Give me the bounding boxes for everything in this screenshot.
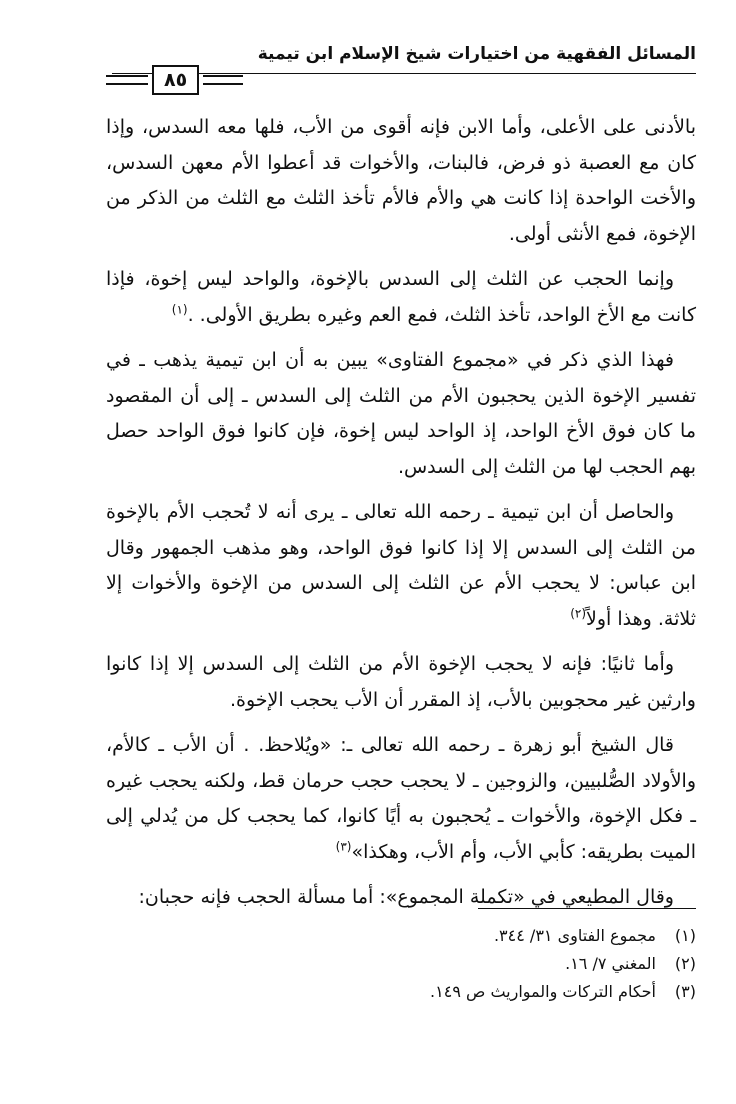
footnote-number: (٣) — [674, 982, 696, 1001]
paragraph: وإنما الحجب عن الثلث إلى السدس بالإخوة، والواحد ليس إخوة، فإذا كانت مع الأخ الواحد، تأخذ الثلث، فمع العم وغيره بطريق الأولى. .$^{(١)}$ — [106, 268, 696, 326]
header-title: المسائل الفقهية من اختيارات شيخ الإسلام ابن تيمية — [257, 44, 696, 64]
footnote-ref[interactable]: (٣) — [335, 839, 352, 854]
paragraph: بالأدنى على الأعلى، وأما الابن فإنه أقوى من الأب، فلها معه السدس، وإذا كان مع العصبة ذو فرض، فالبنات، والأخوات قد أعطوا الأم معهن السدس، والأخت الواحدة إذا كانت هي والأم فالأم تأخذ الثلث مع الثلث من الذكر من الإخوة، فمع الأنثى أولى. — [106, 116, 696, 245]
paragraph: فهذا الذي ذكر في «مجموع الفتاوى» يبين به أن ابن تيمية يذهب ـ في تفسير الإخوة الذين يحجبون الأم من الثلث إلى السدس ـ إلى أن المقصود ما كان فوق الأخ الواحد، إذ الواحد ليس إخوة، فإن كانوا فوق الواحد حصل بهم الحجب لها من الثلث إلى السدس. — [106, 349, 696, 478]
paragraph: وقال المطيعي في «تكملة المجموع»: أما مسألة الحجب فإنه حجبان: — [138, 886, 674, 908]
body-text — [106, 110, 696, 926]
paragraph: وأما ثانيًا: فإنه لا يحجب الإخوة الأم من الثلث إلى السدس إلا إذا كانوا وارثين غير محجوبين بالأب، إذ المقرر أن الأب يحجب الإخوة. — [106, 653, 696, 711]
page-number-rule-left — [106, 75, 148, 85]
footnote-divider — [478, 908, 696, 909]
footnote-text: مجموع الفتاوى ٣١/ ٣٤٤. — [493, 926, 656, 945]
footnote — [106, 950, 696, 978]
paragraph: والحاصل أن ابن تيمية ـ رحمه الله تعالى ـ يرى أنه لا تُحجب الأم بالإخوة من الثلث إلى السدس إلا إذا كانوا فوق الواحد، وهو مذهب الجمهور وقال ابن عباس: لا يحجب الأم عن الثلث إلى السدس من الإخوة والأخوات إلا ثلاثة. وهذا أولاً$^{(٢)}$ — [106, 501, 696, 630]
footnote — [106, 978, 696, 1006]
footnote-text: أحكام التركات والمواريث ص ١٤٩. — [430, 982, 656, 1001]
footnote-number: (١) — [674, 926, 696, 945]
footnote-ref[interactable]: (١) — [171, 302, 188, 317]
page-number-rule-right — [203, 75, 243, 85]
page-number-box — [106, 64, 243, 96]
footnote-number: (٢) — [674, 954, 696, 973]
footnote-text: المغني ٧/ ١٦. — [565, 954, 656, 973]
footnotes — [106, 922, 696, 1006]
footnote — [106, 922, 696, 950]
page-number: ٨٥ — [152, 65, 199, 95]
paragraph: قال الشيخ أبو زهرة ـ رحمه الله تعالى ـ: «ويُلاحظ. . أن الأب ـ كالأم، والأولاد الصُّلبيين، والزوجين ـ لا يحجب حجب حرمان قط، ولكنه يحجب غيره ـ فكل الإخوة، والأخوات ـ يُحجبون به أيًا كانوا، كما يحجب كل من يُدلي إلى الميت بطريقه: كأبي الأب، وأم الأب، وهكذا»$^{(٣)}$ — [106, 734, 696, 863]
footnote-ref[interactable]: (٢) — [570, 606, 587, 621]
